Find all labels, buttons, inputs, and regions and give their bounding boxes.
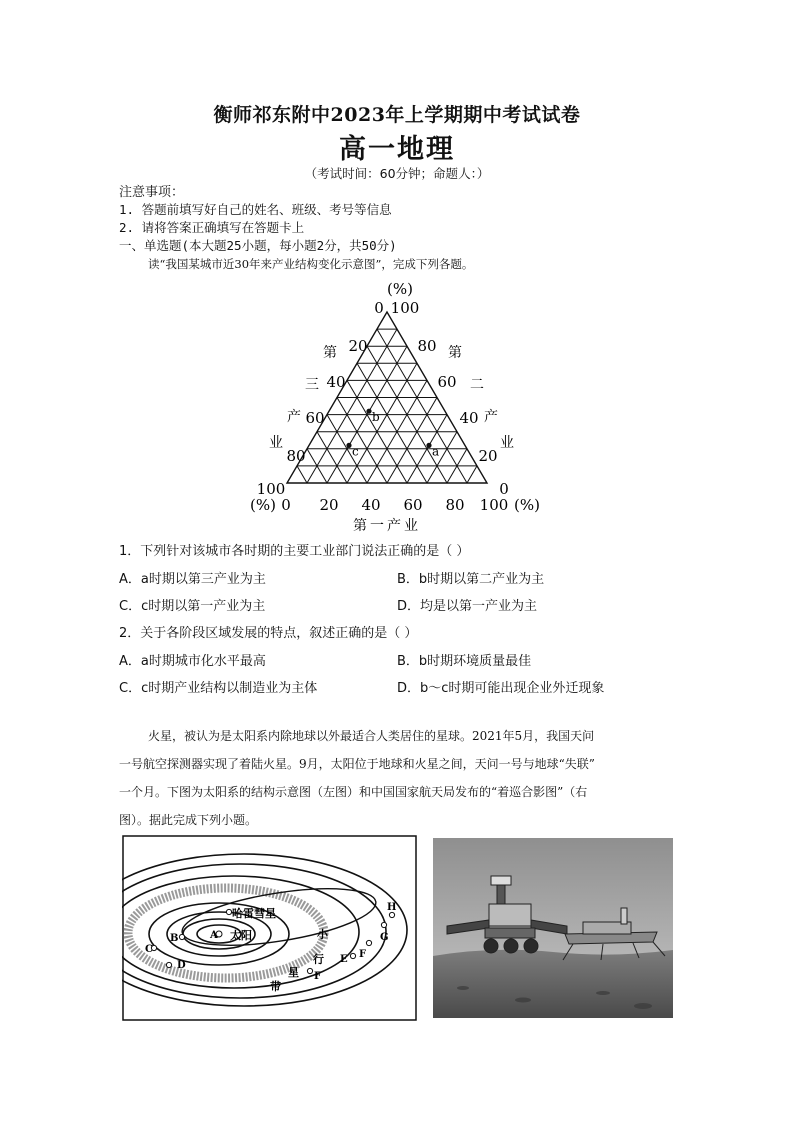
- apex-tick-0: 0: [374, 299, 384, 317]
- sun-a-label: A: [210, 930, 218, 941]
- question-1-option-d: D．均是以第一产业为主: [397, 599, 538, 614]
- right-tick-0: 0: [499, 480, 509, 498]
- planet-h-marker: [389, 912, 394, 917]
- planet-b-label: B: [170, 933, 179, 944]
- left-tick-80: 80: [286, 447, 306, 465]
- belt-char-4: 星: [288, 966, 299, 979]
- section-intro: 读“我国某城市近30年来产业结构变化示意图”，完成下列各题。: [148, 257, 474, 271]
- secondary-axis-char-3: 产: [484, 409, 498, 425]
- right-tick-80: 80: [417, 337, 437, 355]
- secondary-axis-char-4: 业: [500, 435, 514, 451]
- ternary-point-c: [346, 443, 351, 448]
- ternary-grid-line: [357, 363, 427, 483]
- bottom-tick-40: 40: [361, 496, 381, 514]
- ternary-point-a: [426, 443, 431, 448]
- planet-f-label: F: [359, 949, 367, 960]
- planet-f2-label: F: [314, 971, 322, 982]
- comet-marker: [226, 909, 231, 914]
- question-2-option-a: A．a时期城市化水平最高: [119, 654, 266, 669]
- belt-char-2: 行: [313, 953, 324, 966]
- exam-title: 衡师祁东附中2023年上学期期中考试试卷: [213, 104, 581, 126]
- ternary-grid-line: [467, 466, 477, 483]
- ternary-diagram: [245, 278, 555, 536]
- comet-label: 哈雷彗星: [232, 907, 276, 920]
- tertiary-axis-char-4: 业: [269, 435, 283, 451]
- mars-line-4: 图）。据此完成下列小题。: [119, 813, 258, 827]
- mars-line-3: 一个月。下图为太阳系的结构示意图（左图）和中国国家航天局发布的“着巡合影图”（右: [119, 785, 588, 799]
- mars-line-2: 一号航空探测器实现了着陆火星。9月，太阳位于地球和火星之间，天问一号与地球“失联”: [119, 757, 595, 771]
- planet-g-label: G: [380, 932, 389, 943]
- secondary-axis-char-1: 第: [448, 345, 462, 361]
- rover-lander-photo: [433, 838, 673, 1018]
- left-tick-100: 100: [256, 480, 286, 498]
- ternary-grid-line: [387, 398, 440, 484]
- planet-c-label: C: [145, 944, 153, 955]
- planet-h-label: H: [387, 902, 397, 913]
- ternary-point-label-c: c: [352, 444, 359, 459]
- question-1-stem: 1．下列针对该城市各时期的主要工业部门说法正确的是（ ）: [119, 544, 470, 559]
- percent-left-label: (%): [250, 496, 276, 514]
- ternary-point-b: [366, 409, 371, 414]
- planet-d-marker: [166, 962, 171, 967]
- section-heading: 一、单选题(本大题25小题，每小题2分，共50分): [119, 238, 397, 253]
- belt-char-3: 带: [270, 980, 281, 993]
- question-1-option-c: C．c时期以第一产业为主: [119, 599, 266, 614]
- notes-item-1: 1. 答题前填写好自己的姓名、班级、考号等信息: [119, 202, 392, 217]
- bottom-tick-60: 60: [403, 496, 423, 514]
- question-2-option-b: B．b时期环境质量最佳: [397, 654, 532, 669]
- question-1-option-b: B．b时期以第二产业为主: [397, 572, 545, 587]
- planet-b-marker: [179, 934, 184, 939]
- ternary-grid-line: [347, 363, 417, 483]
- planet-f-marker: [366, 940, 371, 945]
- tertiary-axis-char-1: 第: [323, 345, 337, 361]
- left-tick-20: 20: [348, 337, 368, 355]
- sun-label: 太阳: [230, 929, 252, 942]
- exam-subject: 高一地理: [339, 134, 455, 165]
- planet-f2-marker: [307, 968, 312, 973]
- bottom-tick-20: 20: [319, 496, 339, 514]
- question-2-option-d: D．b～c时期可能出现企业外迁现象: [397, 681, 605, 696]
- bottom-tick-100: 100: [479, 496, 509, 514]
- right-tick-40: 40: [459, 409, 479, 427]
- planet-e-label: E: [340, 954, 348, 965]
- bottom-tick-80: 80: [445, 496, 465, 514]
- bottom-tick-0: 0: [281, 496, 291, 514]
- question-1-option-a: A．a时期以第三产业为主: [119, 572, 266, 587]
- secondary-axis-char-2: 二: [470, 377, 484, 393]
- ternary-point-label-a: a: [432, 444, 440, 459]
- primary-axis-title: 第一产业: [353, 518, 421, 534]
- notes-item-2: 2. 请将答案正确填写在答题卡上: [119, 220, 305, 235]
- solar-system-diagram: [122, 835, 417, 1021]
- ternary-grid-line: [297, 466, 307, 483]
- tertiary-axis-char-2: 三: [305, 377, 319, 393]
- planet-d-label: D: [177, 960, 186, 971]
- planet-e-marker: [350, 953, 355, 958]
- planet-g-marker: [381, 922, 386, 927]
- mars-line-1: 火星，被认为是太阳系内除地球以外最适合人类居住的星球。2021年5月，我国天问: [148, 729, 595, 743]
- notes-heading: 注意事项：: [119, 185, 185, 200]
- percent-top-label: (%): [387, 280, 413, 298]
- belt-char-1: 小: [317, 928, 328, 941]
- left-tick-60: 60: [305, 409, 325, 427]
- apex-tick-100: 100: [390, 299, 420, 317]
- question-2-option-c: C．c时期产业结构以制造业为主体: [119, 681, 318, 696]
- tertiary-axis-char-3: 产: [287, 409, 301, 425]
- exam-meta: （考试时间：60分钟；命题人：）: [304, 166, 490, 181]
- ternary-point-label-b: b: [372, 410, 380, 425]
- right-tick-60: 60: [437, 373, 457, 391]
- right-tick-20: 20: [478, 447, 498, 465]
- left-tick-40: 40: [326, 373, 346, 391]
- question-2-stem: 2．关于各阶段区域发展的特点，叙述正确的是（ ）: [119, 626, 418, 641]
- percent-right-label: (%): [514, 496, 540, 514]
